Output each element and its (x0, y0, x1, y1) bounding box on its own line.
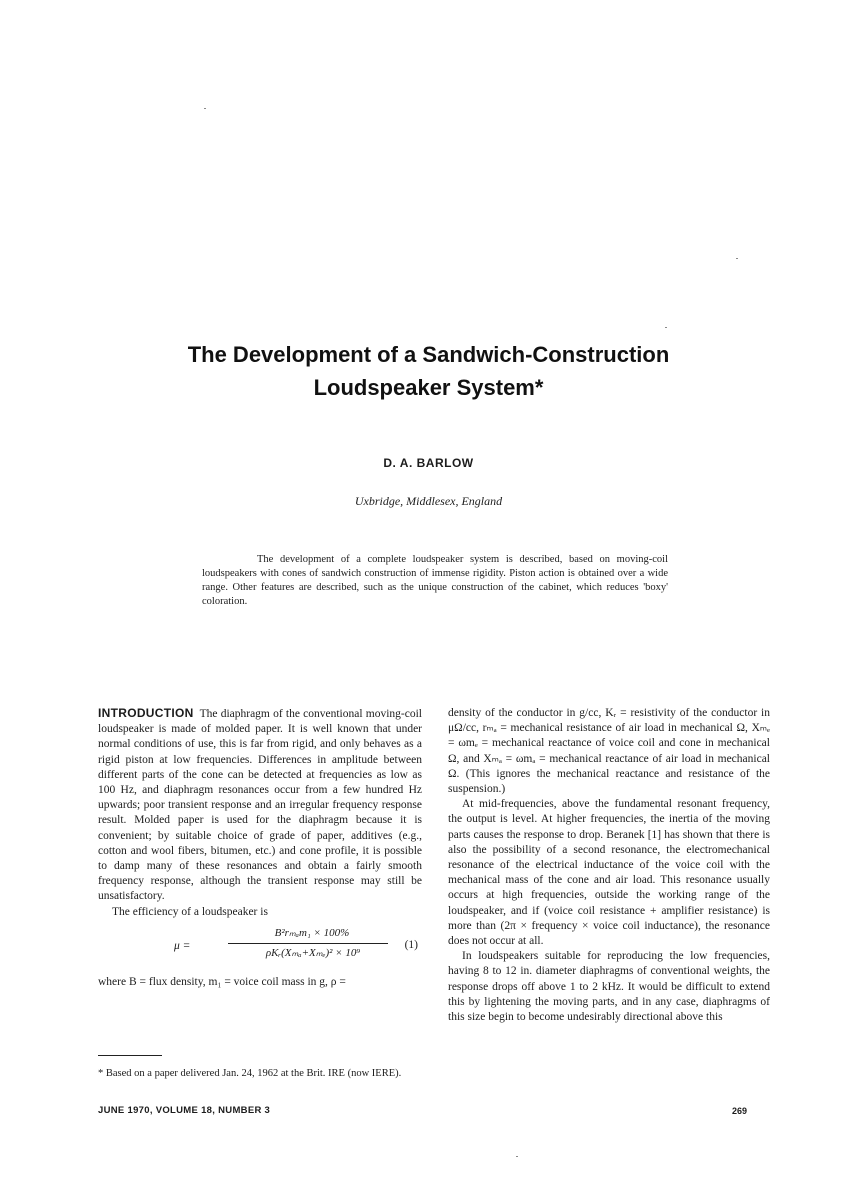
footnote-rule (98, 1055, 162, 1056)
page-number: 269 (732, 1106, 748, 1116)
abstract: The development of a complete loudspeaker system is described, based on moving-coil loudspeakers with cones of sandwich construction of immense rigidity. Piston action is obtained over a wide range. Other features are described, such as the unique construction of the cabinet, which reduces 'boxy' coloration. (202, 554, 668, 607)
equation-numerator: B²rₘₐm₁ × 100% (274, 926, 350, 939)
low-frequencies-paragraph: In loudspeakers suitable for reproducing the low frequencies, having 8 to 12 in. diameter diaphragms of conventional weights, the response drops off above 1 to 2 kHz. It would be difficult to extend this by lightening the moving parts, and in any case, diaphragms of this size begin to become undesirably directional above this (448, 950, 770, 1024)
scan-speck (665, 327, 667, 328)
definitions-paragraph: density of the conductor in g/cc, Kᵣ = resistivity of the conductor in μΩ/cc, rₘₐ = mechanical resistance of air load in mechanical Ω, Xₘₑ = ωmₑ = mechanical reactance of voice coil and cone in mechanical Ω, and Xₘₐ = ωmₐ = mechanical reactance of air load in mechanical Ω. (This ignores the mechanical reactance and resistance of the suspension.) (448, 707, 770, 796)
section-heading-introduction: INTRODUCTION (98, 706, 194, 720)
introduction-paragraph (98, 706, 422, 905)
efficiency-paragraph: The efficiency of a loudspeaker is (112, 905, 268, 918)
equation-lhs: μ = (174, 939, 191, 952)
where-paragraph: where B = flux density, m₁ = voice coil mass in g, ρ = (98, 975, 346, 988)
journal-issue: JUNE 1970, VOLUME 18, NUMBER 3 (98, 1105, 271, 1116)
introduction-text: The diaphragm of the conventional moving-coil loudspeaker is made of molded paper. It is well known that under normal conditions of use, this is far from rigid, and only behaves as a rigid piston at low frequencies. Differences in amplitude between different parts of the cone can be detected at frequencies as low as 100 Hz, and diaphragm resonances occur from a few hundred Hz upwards; poor transient response and an irregular frequency response result. Molded paper is used for the diaphragm because it is convenient; by suitable choice of grade of paper, additives (e.g., cotton and wool fibers, bitumen, etc.) and cone profile, it is possible to damp many of these resonances and obtain a fairly smooth frequency response, although the transient response may still be unsatisfactory. (98, 708, 422, 903)
mid-frequencies-paragraph: At mid-frequencies, above the fundamental resonant frequency, the output is level. At higher frequencies, the inertia of the moving parts causes the response to drop. Beranek [1] has shown that there is also the possibility of a second resonance, the electromechanical resonance of the electrical inductance of the voice coil with the mechanical mass of the cone and air load. This resonance usually occurs at high frequencies, outside the working range of the loudspeaker, and if (voice coil resistance + amplifier resistance) is more than (2π × frequency × voice coil inductance), the resonance does not occur at all. (448, 798, 770, 948)
paper-title (0, 338, 857, 404)
scan-speck (516, 1156, 518, 1157)
author-name: D. A. BARLOW (383, 456, 474, 470)
equation-denominator: ρKᵣ(Xₘₐ+Xₘₑ)² × 10⁹ (265, 947, 361, 960)
author-affiliation: Uxbridge, Middlesex, England (354, 494, 503, 508)
title-line-1: The Development of a Sandwich-Construction (187, 342, 670, 367)
scan-speck (736, 258, 738, 259)
equation-1 (98, 924, 422, 972)
fraction-bar (228, 943, 388, 944)
equation-number: (1) (404, 938, 418, 951)
right-column (448, 706, 770, 1025)
title-line-2: Loudspeaker System* (313, 375, 544, 400)
scan-speck (204, 108, 206, 109)
footnote: * Based on a paper delivered Jan. 24, 1962 at the Brit. IRE (now IERE). (98, 1068, 402, 1079)
left-column (98, 706, 422, 990)
